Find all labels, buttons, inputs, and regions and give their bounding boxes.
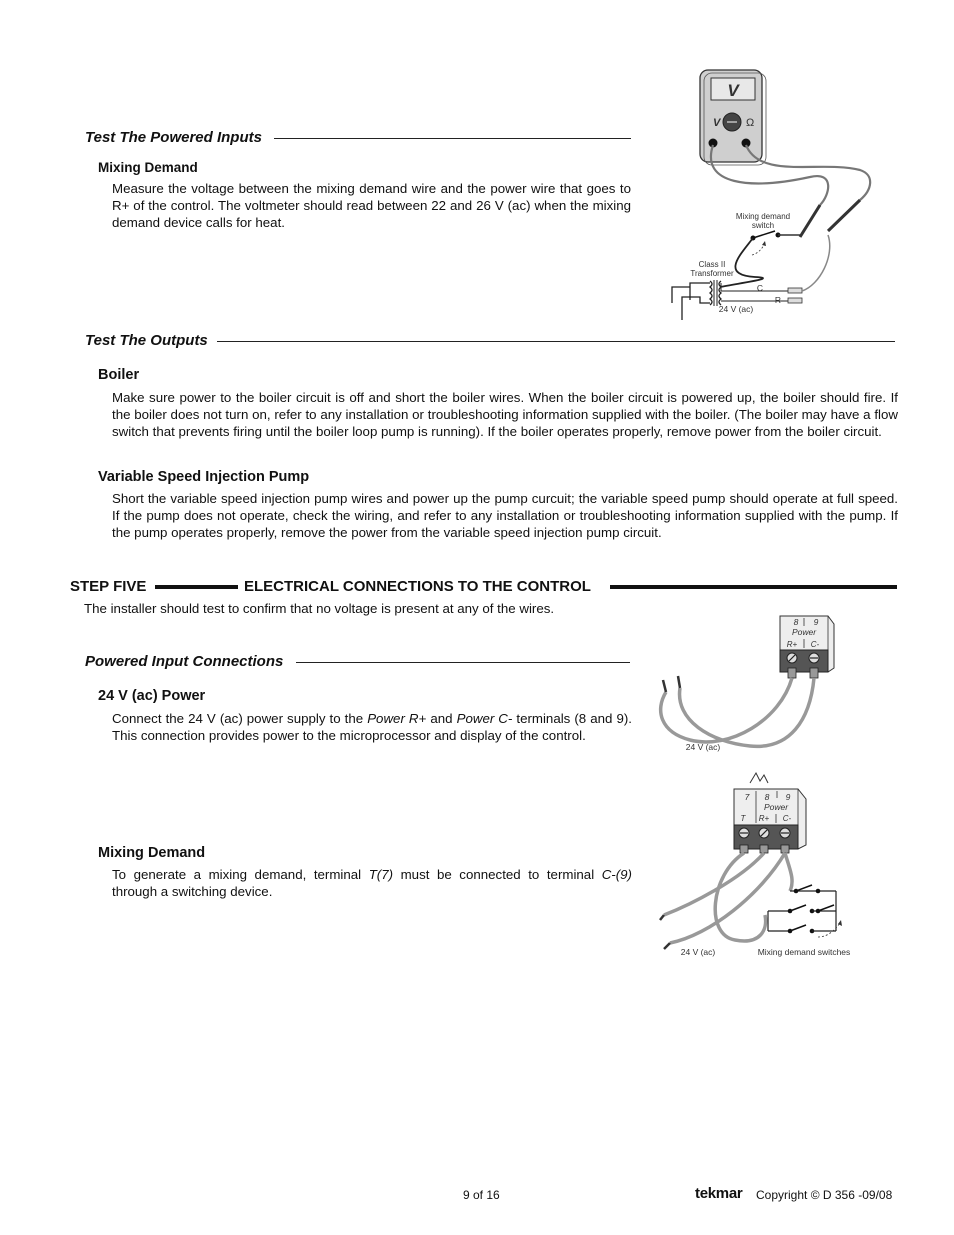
switch-contact xyxy=(788,925,815,933)
paragraph-mixing-demand-connection xyxy=(112,866,632,900)
demand-wire xyxy=(715,853,765,941)
probe-lead-right xyxy=(746,145,870,200)
brand-logo: tekmar xyxy=(695,1185,743,1202)
paragraph-mixing-demand-test: Measure the voltage between the mixing demand wire and the power wire that goes to R+ of the control. The voltmeter should read between 22 and 26 V (ac) when the mixing demand device calls for heat. xyxy=(112,181,631,230)
switches-label: Mixing demand switches xyxy=(757,947,851,957)
text-span: To generate a mixing demand, terminal xyxy=(112,867,369,882)
power-wire xyxy=(680,678,814,746)
transformer-coil-primary xyxy=(710,281,712,305)
terminal-label-cminus: C- xyxy=(810,640,820,649)
demand-voltage-label: 24 V (ac) xyxy=(680,947,716,957)
transformer-label-line2: Transformer xyxy=(690,269,734,278)
copyright: Copyright © D 356 -09/08 xyxy=(756,1188,893,1202)
transformer-label-line1: Class II xyxy=(698,260,726,269)
step-label: STEP FIVE xyxy=(70,578,147,595)
step-title: ELECTRICAL CONNECTIONS TO THE CONTROL xyxy=(244,578,591,595)
paragraph-boiler: Make sure power to the boiler circuit is off and short the boiler wires. When the boiler circuit is powered up, the boiler should fire. If the boiler does not turn on, refer to any installation or troubleshooting information supplied with the boiler. (The boiler may have a flow switch that prevents firing until the boiler loop pump is running). If the boiler operates properly, remove power from the boiler circuit. xyxy=(112,390,898,439)
power-voltage-label: 24 V (ac) xyxy=(685,742,721,752)
terminal-ref: Power C- xyxy=(456,711,513,726)
text-span: must be connected to terminal xyxy=(393,867,602,882)
section-rule xyxy=(296,662,630,663)
text-span: terminals (8 and 9). This connection provides power to the microprocessor and display of the control. xyxy=(112,711,632,743)
paragraph-variable-speed-pump: Short the variable speed injection pump wires and power up the pump curcuit; the variable speed pump should operate at full speed. If the pump does not operate, check the wiring, and refer to any installation or troubleshooting information supplied with the pump. If the pump operates properly, remove the power from the variable speed injection pump circuit. xyxy=(112,491,898,540)
subheading-mixing-demand-test: Mixing Demand xyxy=(98,160,198,175)
step-divider-bar xyxy=(155,585,238,589)
section-heading-powered-inputs: Test The Powered Inputs xyxy=(85,129,262,146)
terminal-ref: C-(9) xyxy=(601,867,632,882)
voltmeter-test-diagram xyxy=(660,65,900,325)
terminal-number-9: 9 xyxy=(813,617,819,627)
terminal-ref: T(7) xyxy=(368,867,394,882)
probe-tip-left xyxy=(800,205,820,237)
switch-label-line2: switch xyxy=(751,221,775,230)
dial-volts-label: V xyxy=(713,117,721,129)
probe-tip-right xyxy=(828,200,860,231)
c-wire-label: C xyxy=(756,283,764,293)
text-span: Connect the 24 V (ac) power supply to the xyxy=(112,711,368,726)
step-divider-bar xyxy=(610,585,897,589)
section-rule xyxy=(217,341,895,342)
switch-label-line1: Mixing demand xyxy=(735,212,791,221)
mixing-demand-switch-diagram xyxy=(650,765,880,965)
terminal-number-9: 9 xyxy=(785,792,791,802)
subheading-24v-power: 24 V (ac) Power xyxy=(98,688,206,704)
dial-ohms-label: Ω xyxy=(746,117,755,129)
switch-contact xyxy=(753,231,775,238)
page-number: 9 of 16 xyxy=(463,1188,500,1202)
text-span: through a switching device. xyxy=(112,884,273,899)
switch-contact xyxy=(788,905,815,913)
paragraph-24v-power xyxy=(112,710,632,744)
terminal-label-cminus: C- xyxy=(782,814,792,823)
terminal-number-8: 8 xyxy=(793,617,799,627)
section-rule xyxy=(274,138,631,139)
terminal-ref: Power R+ xyxy=(367,711,427,726)
terminal-label-rplus: R+ xyxy=(786,640,798,649)
terminal-number-7: 7 xyxy=(744,792,750,802)
section-heading-powered-input-connections: Powered Input Connections xyxy=(85,653,284,670)
switch-contact xyxy=(794,885,821,893)
subheading-mixing-demand-connection: Mixing Demand xyxy=(98,845,206,861)
section-heading-outputs: Test The Outputs xyxy=(85,332,208,349)
switch-contact xyxy=(816,905,834,913)
power-terminal-diagram xyxy=(650,610,850,760)
transformer-voltage-label: 24 V (ac) xyxy=(718,304,754,314)
terminal-number-8: 8 xyxy=(764,792,770,802)
text-span: and xyxy=(426,711,457,726)
terminal-group-power: Power xyxy=(791,627,817,637)
thermostat-symbol xyxy=(750,773,768,783)
step-intro: The installer should test to confirm that no voltage is present at any of the wires. xyxy=(84,601,555,616)
r-wire-label: R xyxy=(774,295,782,305)
display-reading: V xyxy=(727,81,739,100)
terminal-label-t: T xyxy=(740,814,746,823)
terminal-group-power: Power xyxy=(763,802,789,812)
subheading-variable-speed-pump: Variable Speed Injection Pump xyxy=(98,469,310,485)
terminal-label-rplus: R+ xyxy=(758,814,770,823)
subheading-boiler: Boiler xyxy=(98,367,140,383)
